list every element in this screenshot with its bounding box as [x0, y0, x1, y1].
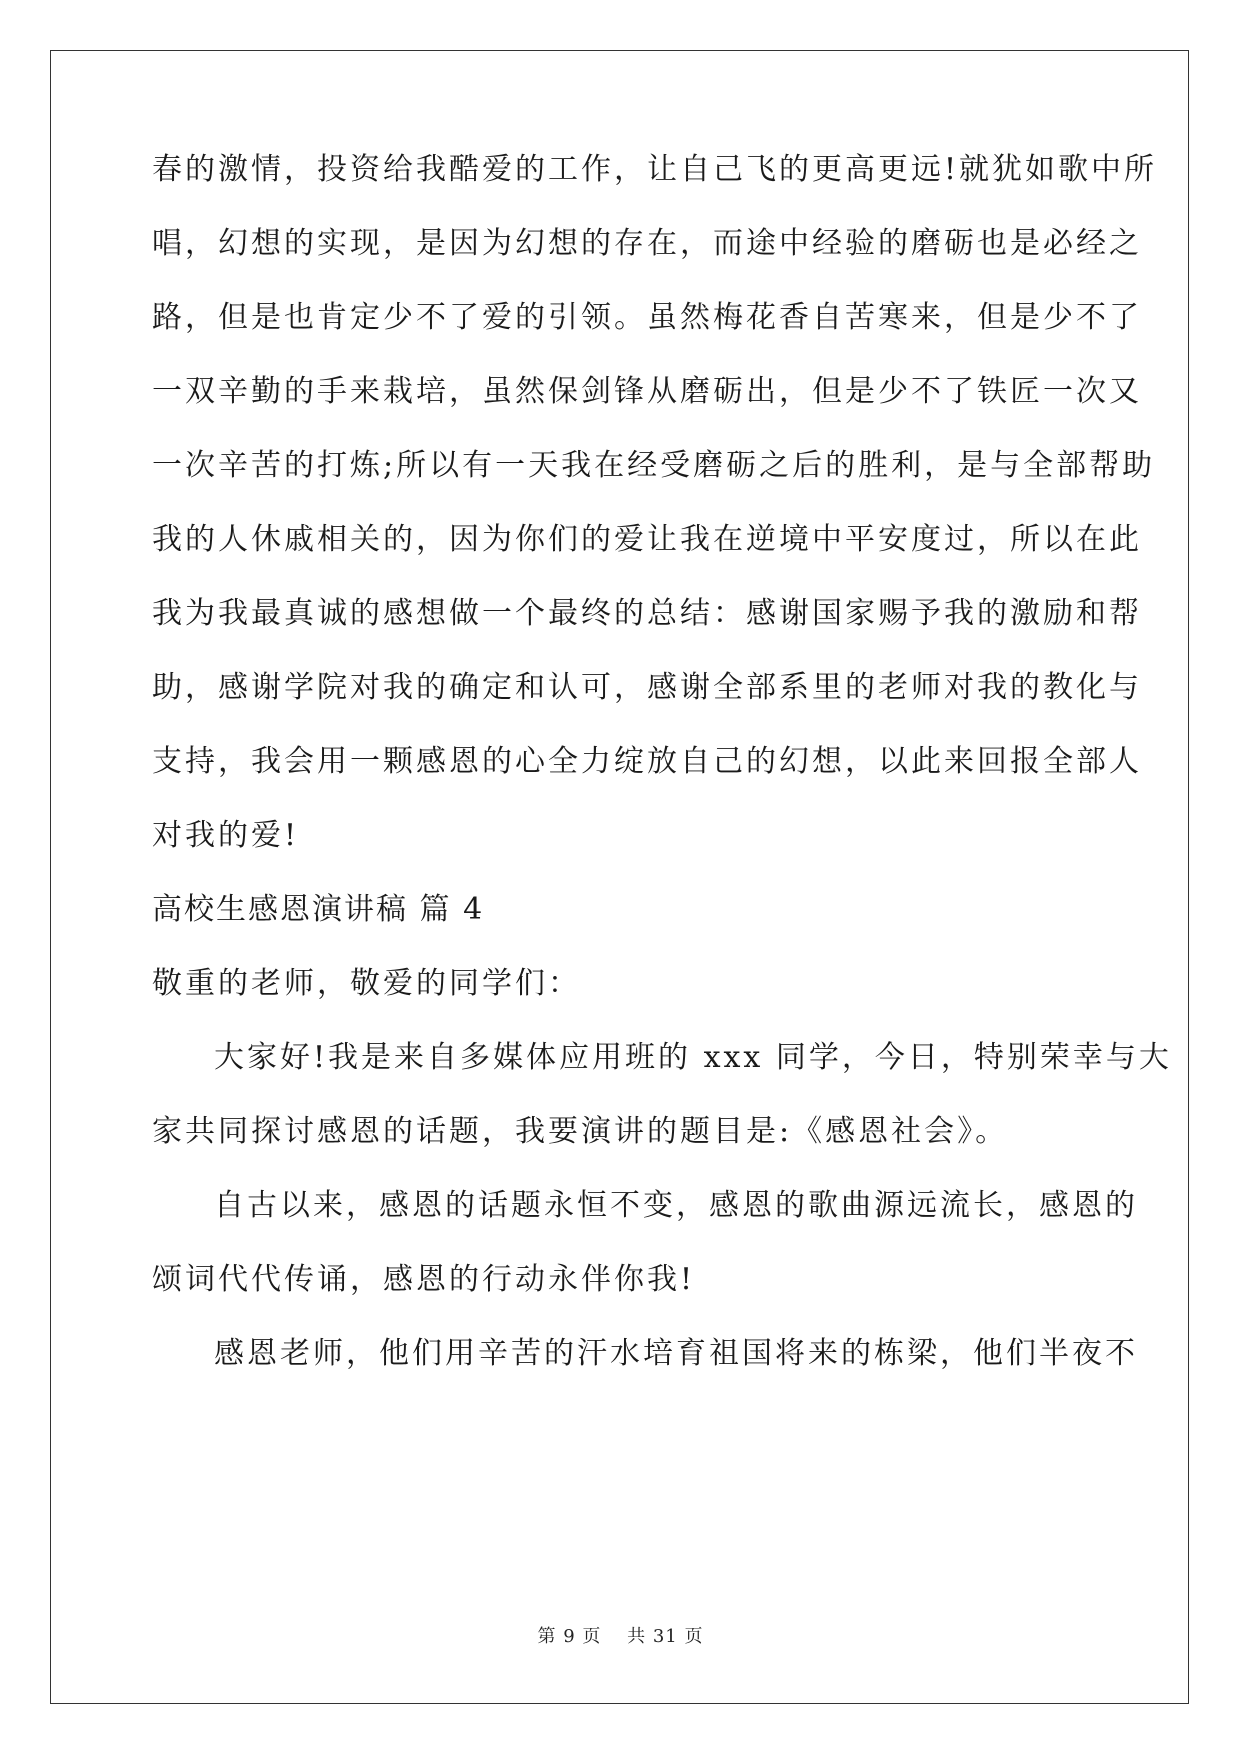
paragraph-line: 感恩老师，他们用辛苦的汗水培育祖国将来的栋梁，他们半夜不 [214, 1336, 1138, 1371]
paragraph-line: 一双辛勤的手来栽培，虽然保剑锋从磨砺出，但是少不了铁匠一次又 [152, 374, 1142, 409]
paragraph-line: 颂词代代传诵，感恩的行动永伴你我! [152, 1262, 696, 1297]
paragraph-line: 唱，幻想的实现，是因为幻想的存在，而途中经验的磨砺也是必经之 [152, 226, 1142, 261]
page-number-footer: 第 9 页 共 31 页 [537, 1626, 704, 1647]
section-heading: 高校生感恩演讲稿 篇 4 [152, 892, 485, 927]
paragraph-line: 助，感谢学院对我的确定和认可，感谢全部系里的老师对我的教化与 [152, 670, 1142, 705]
salutation-line: 敬重的老师，敬爱的同学们： [152, 966, 581, 1001]
page-border [50, 50, 1189, 1704]
paragraph-line: 支持，我会用一颗感恩的心全力绽放自己的幻想，以此来回报全部人 [152, 744, 1142, 779]
paragraph-line: 我为我最真诚的感想做一个最终的总结：感谢国家赐予我的激励和帮 [152, 596, 1142, 631]
paragraph-line: 大家好!我是来自多媒体应用班的 xxx 同学，今日，特别荣幸与大 [214, 1040, 1172, 1075]
paragraph-line: 春的激情，投资给我酷爱的工作，让自己飞的更高更远!就犹如歌中所 [152, 152, 1158, 187]
paragraph-line: 我的人休戚相关的，因为你们的爱让我在逆境中平安度过，所以在此 [152, 522, 1142, 557]
paragraph-line: 对我的爱! [152, 818, 300, 853]
paragraph-line: 一次辛苦的打炼;所以有一天我在经受磨砺之后的胜利，是与全部帮助 [152, 448, 1156, 483]
paragraph-line: 路，但是也肯定少不了爱的引领。虽然梅花香自苦寒来，但是少不了 [152, 300, 1142, 335]
paragraph-line: 家共同探讨感恩的话题，我要演讲的题目是:《感恩社会》。 [152, 1114, 1009, 1149]
paragraph-line: 自古以来，感恩的话题永恒不变，感恩的歌曲源远流长，感恩的 [214, 1188, 1138, 1223]
